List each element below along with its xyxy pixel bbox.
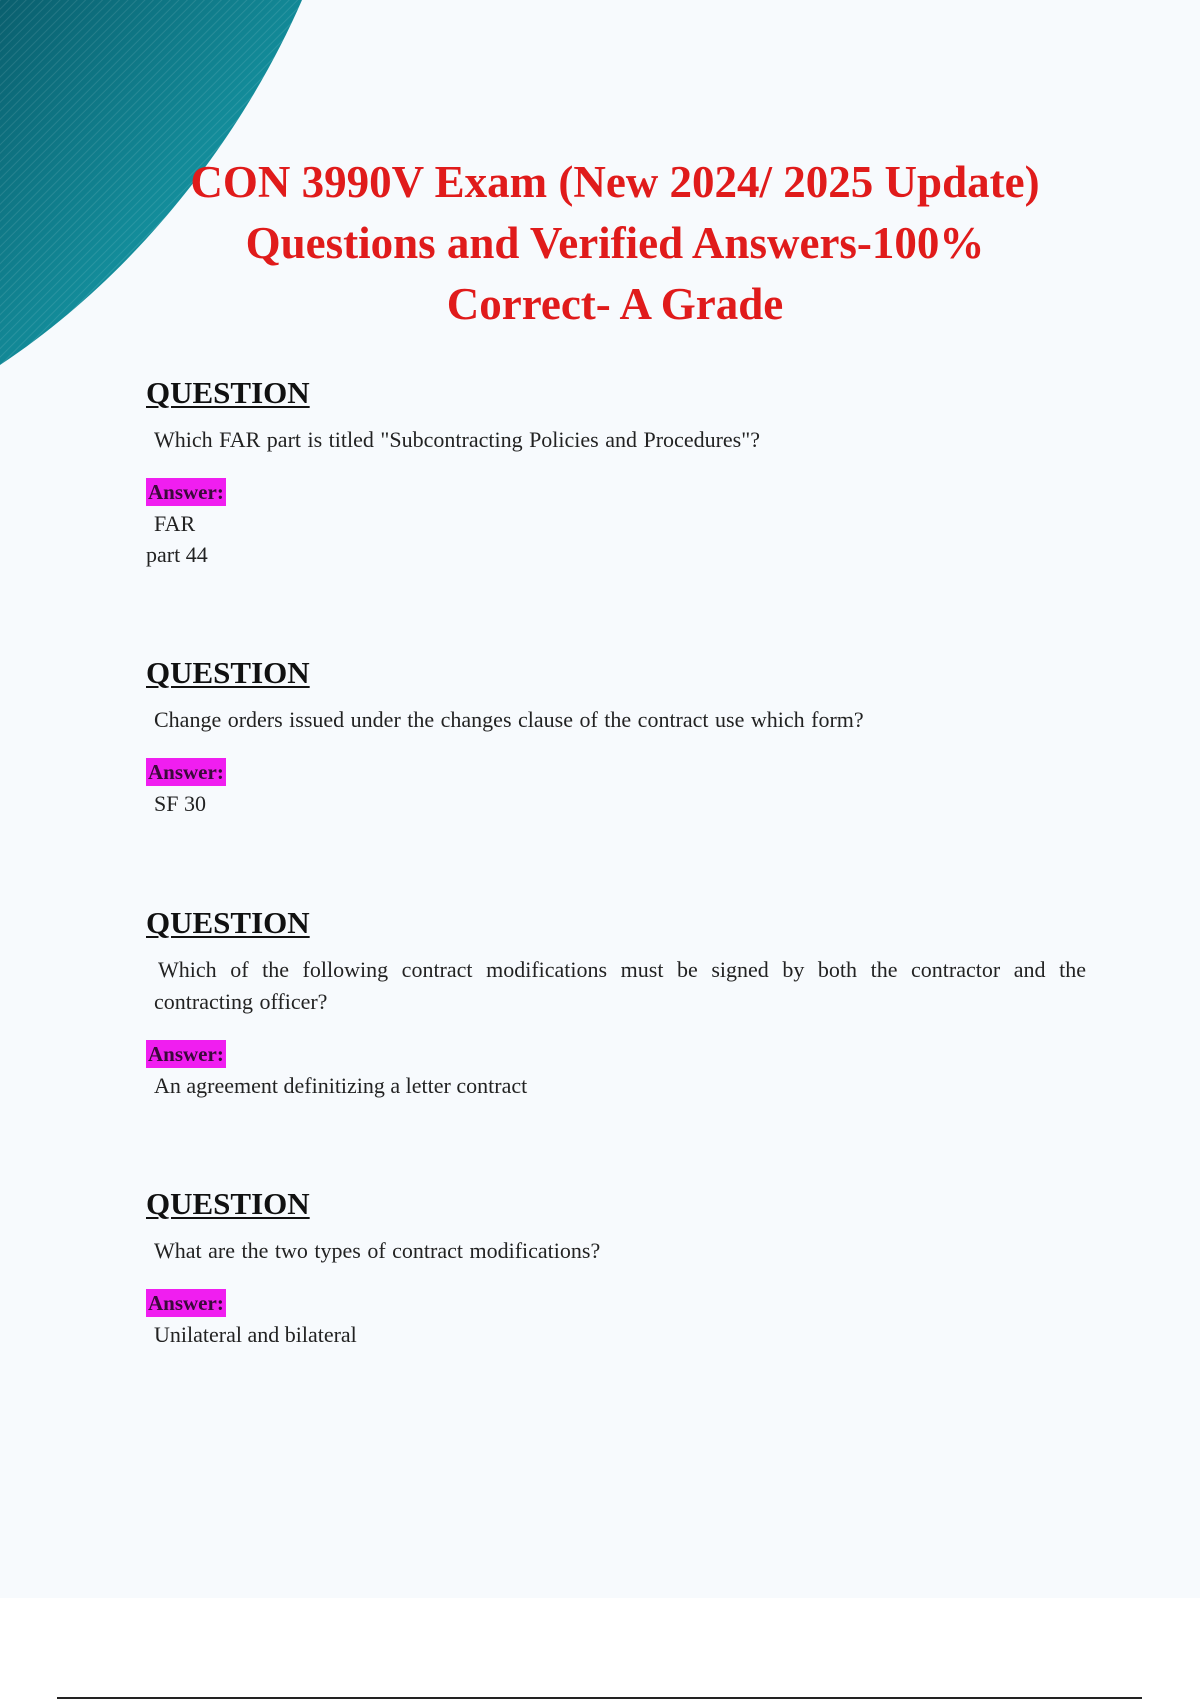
qa-item-3 [146,906,1086,1101]
answer-label: Answer: [148,1291,224,1315]
question-text: Which FAR part is titled "Subcontracting Policies and Procedures"? [154,427,760,452]
answer-text [146,508,1086,570]
question-text: What are the two types of contract modifications? [154,1238,601,1263]
question-heading: QUESTION [146,905,310,940]
answer-label: Answer: [148,760,224,784]
question-heading: QUESTION [146,375,310,410]
qa-item-2 [146,656,1086,819]
question-text: Change orders issued under the changes clause of the contract use which form? [154,707,864,732]
answer-line: Unilateral and bilateral [154,1322,357,1347]
answer-line: FAR [154,511,196,536]
title-line-1: CON 3990V Exam (New 2024/ 2025 Update) [190,157,1040,207]
answer-line: SF 30 [154,791,206,816]
title-line-2: Questions and Verified Answers-100% [245,218,985,268]
answer-text [154,1070,1086,1101]
answer-label: Answer: [148,480,224,504]
question-text: Which of the following contract modifications must be signed by both the contractor and the contracting officer? [154,957,1086,1014]
qa-item-4 [146,1187,1086,1350]
question-heading: QUESTION [146,1186,310,1221]
answer-label: Answer: [148,1042,224,1066]
qa-item-1 [146,376,1086,570]
answer-text [154,1319,1086,1350]
answer-line: part 44 [146,542,208,567]
footer-divider [57,1697,1142,1699]
answer-line: An agreement definitizing a letter contract [154,1073,528,1098]
document-title [120,152,1110,335]
question-heading: QUESTION [146,655,310,690]
answer-text [154,788,1086,819]
title-line-3: Correct- A Grade [446,279,784,329]
